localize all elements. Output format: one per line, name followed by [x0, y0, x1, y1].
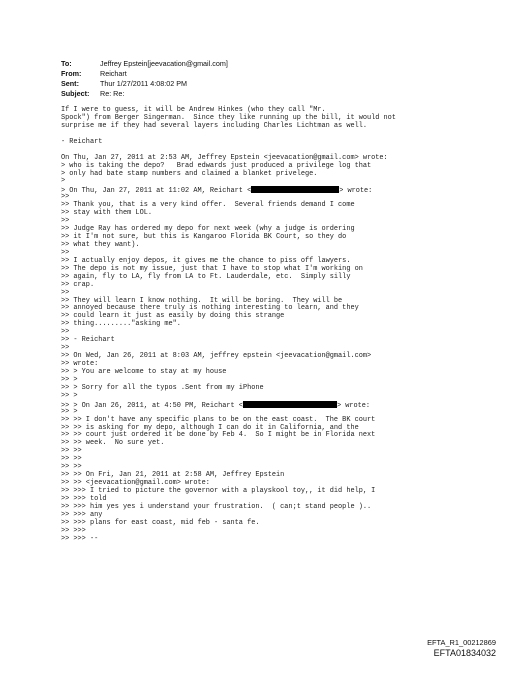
body-line: >> could learn it just as easily by doing this strange	[61, 312, 285, 321]
body-line: >> > You are welcome to stay at my house	[61, 367, 227, 376]
to-label: To:	[61, 59, 72, 68]
body-line: >>	[61, 344, 70, 353]
body-line: >> They will learn I know nothing. It will be boring. They will be	[61, 296, 343, 305]
body-line: >> >>>	[61, 526, 86, 535]
sent-value: Thur 1/27/2011 4:08:02 PM	[100, 79, 187, 88]
body-line: >> - Reichart	[61, 336, 115, 345]
body-line	[61, 131, 491, 139]
subject-value: Re: Re:	[100, 89, 125, 98]
body-line: > who is taking the depo? Brad edwards just produced a privilege log that	[61, 161, 372, 170]
body-line: >> >>	[61, 463, 82, 472]
body-line: >>	[61, 288, 70, 297]
to-row	[61, 59, 228, 69]
body-line: Spock") from Berger Singerman. Since they like running up the bill, it would not	[61, 113, 396, 122]
body-line-text: > wrote:	[336, 401, 371, 410]
body-line: >> >> <jeevacation@gmail.com> wrote:	[61, 479, 210, 488]
body-line: >> stay with them LOL.	[61, 209, 152, 218]
body-line: >> >>	[61, 447, 82, 456]
body-line: >> >> is asking for my depo, although I can do it in California, and the	[61, 423, 359, 432]
sent-label: Sent:	[61, 79, 79, 88]
body-line: surprise me if they had several layers including Charles Lichtman as well.	[61, 121, 367, 130]
body-line: >> again, fly to LA, fly from LA to Ft. Lauderdale, etc. Simply silly	[61, 272, 351, 281]
body-line: On Thu, Jan 27, 2011 at 2:53 AM, Jeffrey Epstein <jeevacation@gmail.com> wrote:	[61, 153, 388, 162]
body-line: >> The depo is not my issue, just that I have to stop what I'm working on	[61, 264, 363, 273]
body-line: >> I actually enjoy depos, it gives me the chance to piss off lawyers.	[61, 256, 351, 265]
body-line	[61, 401, 491, 409]
body-line	[61, 186, 491, 194]
body-line: >> >>> plans for east coast, mid feb - santa fe.	[61, 518, 260, 527]
body-line: >> On Wed, Jan 26, 2011 at 8:03 AM, jeffrey epstein <jeevacation@gmail.com>	[61, 352, 372, 361]
body-line: >> >> court just ordered it be done by Feb 4. So I might be in Florida next	[61, 431, 376, 440]
body-line: >> crap.	[61, 280, 95, 289]
subject-row	[61, 89, 228, 99]
body-line: >> >> week. No sure yet.	[61, 439, 165, 448]
subject-label: Subject:	[61, 89, 90, 98]
body-line-text: >> > On Jan 26, 2011, at 4:50 PM, Reichart <	[61, 401, 243, 410]
body-line: > only had bate stamp numbers and claimed a blanket privelege.	[61, 169, 318, 178]
body-line: >> >> On Fri, Jan 21, 2011 at 2:58 AM, Jeffrey Epstein	[61, 471, 285, 480]
body-line: >> Judge Ray has ordered my depo for next week (why a judge is ordering	[61, 225, 355, 234]
sent-row	[61, 79, 228, 89]
bates-number-primary: EFTA_R1_00212869	[427, 638, 496, 647]
body-line: >>	[61, 328, 70, 337]
body-line: >> >>> him yes yes i understand your frustration. ( can;t stand people )..	[61, 502, 372, 511]
body-line: >> >>> any	[61, 510, 103, 519]
body-line: >	[61, 177, 66, 186]
body-line: >> wrote:	[61, 360, 99, 368]
body-line: >> >	[61, 375, 78, 384]
body-line: >>	[61, 217, 70, 226]
body-line: >> >> I don't have any specific plans to be on the east coast. The BK court	[61, 415, 376, 424]
body-line-text: > wrote:	[339, 187, 373, 196]
from-label: From:	[61, 69, 82, 78]
email-header	[61, 59, 228, 99]
body-line-text: > On Thu, Jan 27, 2011 at 11:02 AM, Reichart <	[61, 187, 252, 196]
redaction-bar	[251, 186, 339, 193]
body-line: >> >	[61, 391, 78, 400]
email-body	[61, 107, 491, 544]
body-line: >> Thank you, that is a very kind offer. Several friends demand I come	[61, 201, 355, 210]
body-line: >> >>> I tried to picture the governor with a playskool toy,, it did help, I	[61, 487, 376, 495]
body-line: >> >>> told	[61, 494, 107, 503]
redaction-bar	[243, 401, 337, 408]
body-line: >>	[61, 248, 70, 257]
body-line: >> annoyed because there truly is nothing interesting to learn, and they	[61, 304, 359, 313]
to-value: Jeffrey Epstein[jeevacation@gmail.com]	[100, 59, 228, 68]
body-line: >> thing........."asking me".	[61, 320, 181, 329]
body-line: >> >>> --	[61, 534, 99, 543]
body-line: - Reichart	[61, 137, 103, 146]
body-line: >> >>	[61, 455, 82, 464]
body-line: >> >	[61, 407, 78, 416]
body-line: >>	[61, 193, 70, 202]
bates-number-secondary: EFTA01834032	[433, 648, 496, 658]
body-line: >> what they want).	[61, 240, 140, 249]
body-line: >> > Sorry for all the typos .Sent from my iPhone	[61, 383, 264, 392]
from-value: Reichart	[100, 69, 127, 78]
body-line: If I were to guess, it will be Andrew Hinkes (who they call "Mr.	[61, 106, 326, 114]
body-line: >> it I'm not sure, but this is Kangaroo Florida BK Court, so they do	[61, 233, 347, 241]
from-row	[61, 69, 228, 79]
